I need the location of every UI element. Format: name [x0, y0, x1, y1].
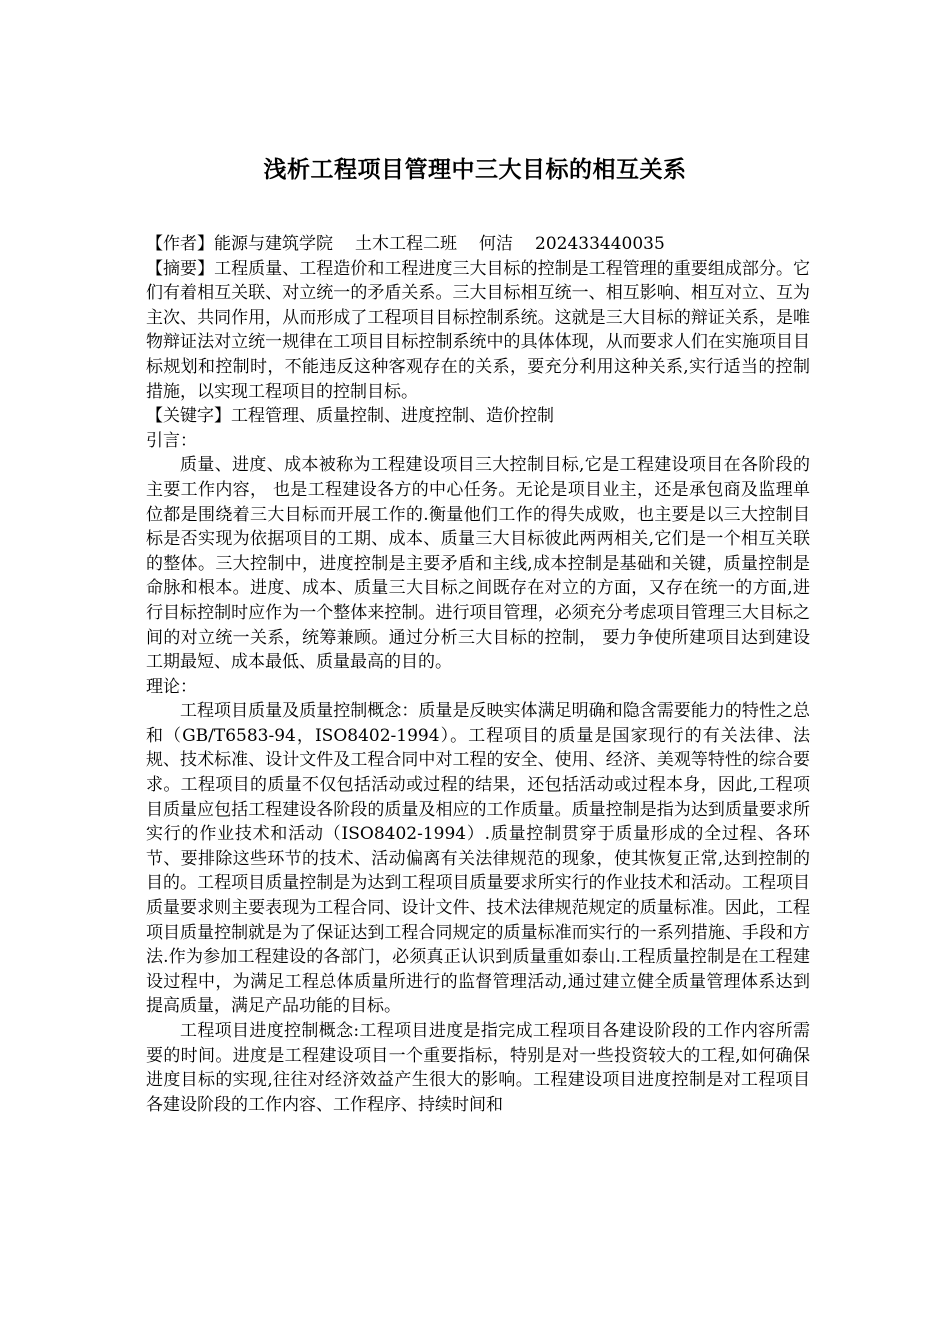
paper-body	[146, 232, 810, 1117]
keywords-text: 工程管理、质量控制、进度控制、造价控制	[231, 406, 554, 427]
keywords-label: 【关键字】	[146, 406, 231, 427]
keywords	[146, 404, 810, 429]
paper-title: 浅析工程项目管理中三大目标的相互关系	[263, 156, 687, 183]
abstract-label: 【摘要】	[146, 258, 215, 279]
author-id: 202433440035	[535, 234, 665, 254]
intro-paragraph: 质量、进度、成本被称为工程建设项目三大控制目标,它是工程建设项目在各阶段的主要工作内容， 也是工程建设各方的中心任务。无论是项目业主，还是承包商及监理单位都是围绕着三大目标而开展工作的.衡量他们工作的得失成败，也主要是以三大控制目标是否实现为依据项目的工期、成本、质量三大目标彼此两两相关,它们是一个相互关联的整体。三大控制中，进度控制是主要矛盾和主线,成本控制是基础和关键，质量控制是命脉和根本。进度、成本、质量三大目标之间既存在对立的方面，又存在统一的方面,进行目标控制时应作为一个整体来控制。进行项目管理，必须充分考虑项目管理三大目标之间的对立统一关系，统筹兼顾。通过分析三大目标的控制， 要力争使所建项目达到建设工期最短、成本最低、质量最高的目的。	[146, 455, 810, 673]
author-label: 【作者】	[146, 234, 214, 254]
abstract	[146, 257, 810, 405]
abstract-text: 工程质量、工程造价和工程进度三大目标的控制是工程管理的重要组成部分。它们有着相互关联、对立统一的矛盾关系。三大目标相互统一、相互影响、相互对立、互为主次、共同作用，从而形成了工程项目目标控制系统。这就是三大目标的辩证关系，是唯物辩证法对立统一规律在工项目目标控制系统中的具体体现，从而要求人们在实施项目目标规划和控制时，不能违反这种客观存在的关系，要充分利用这种关系,实行适当的控制措施，以实现工程项目的控制目标。	[146, 258, 811, 402]
theory-paragraph-schedule: 工程项目进度控制概念:工程项目进度是指完成工程项目各建设阶段的工作内容所需要的时间。进度是工程建设项目一个重要指标，特别是对一些投资较大的工程,如何确保进度目标的实现,往往对经济效益产生很大的影响。工程建设项目进度控制是对工程项目各建设阶段的工作内容、工作程序、持续时间和	[146, 1021, 810, 1115]
author-class: 土木工程二班	[355, 234, 457, 254]
author-name: 何洁	[479, 234, 513, 254]
author-school: 能源与建筑学院	[214, 234, 333, 254]
author-line	[146, 232, 810, 257]
theory-paragraph-quality: 工程项目质量及质量控制概念：质量是反映实体满足明确和隐含需要能力的特性之总和（GB/T6583-94，ISO8402-1994）。工程项目的质量是国家现行的有关法律、法规、技术标准、设计文件及工程合同中对工程的安全、使用、经济、美观等特性的综合要求。工程项目的质量不仅包括活动或过程的结果，还包括活动或过程本身，因此,工程项目质量应包括工程建设各阶段的质量及相应的工作质量。质量控制是指为达到质量要求所实行的作业技术和活动（ISO8402-1994）.质量控制贯穿于质量形成的全过程、各环节、要排除这些环节的技术、活动偏离有关法律规范的现象，使其恢复正常,达到控制的目的。工程项目质量控制是为达到工程项目质量要求所实行的作业技术和活动。工程项目质量要求则主要表现为工程合同、设计文件、技术法律规范规定的质量标准。因此，工程项目质量控制就是为了保证达到工程合同规定的质量标准而实行的一系列措施、手段和方法.作为参加工程建设的各部门，必须真正认识到质量重如泰山.工程质量控制是在工程建设过程中，为满足工程总体质量所进行的监督管理活动,通过建立健全质量管理体系达到提高质量，满足产品功能的目标。	[146, 701, 810, 1017]
theory-heading: 理论：	[146, 676, 197, 697]
intro-heading: 引言：	[146, 430, 197, 451]
